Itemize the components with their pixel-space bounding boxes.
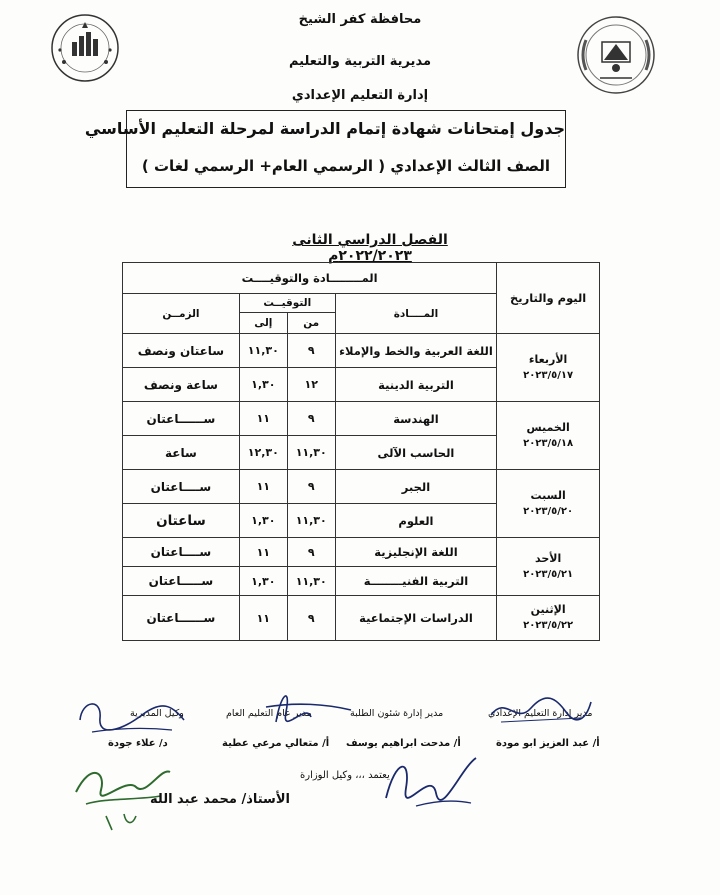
from-cell: ٩ [287,596,335,641]
to-cell: ١١,٣٠ [239,334,287,368]
table-row [123,470,600,504]
timing-header: التوقيــت [239,294,335,313]
subject-cell: الهندسة [335,402,497,436]
from-header: من [287,313,335,334]
duration-header: الزمــن [123,294,240,334]
signature-title: مدير إدارة التعليم الإعدادي [488,708,593,719]
day-cell [497,402,600,470]
day-name: الخميس [526,420,570,434]
subject-cell: الجبر [335,470,497,504]
to-cell: ١١ [239,402,287,436]
duration-cell: ساعة [123,436,240,470]
from-cell: ١١,٣٠ [287,504,335,538]
day-date: ٢٠٢٣/٥/١٧ [523,369,574,381]
day-cell [497,334,600,402]
title-box [84,110,566,188]
to-cell: ١١ [239,538,287,567]
to-cell: ١١ [239,470,287,504]
minister-name: الأستاذ/ محمد عبد الله [150,792,290,807]
duration-cell: ســــــاعتان [123,596,240,641]
signature-name: أ/ متعالي مرعي عطية [222,738,330,749]
day-name: السبت [530,488,566,502]
subject-cell: التربية الدينية [335,368,497,402]
table-row [123,538,600,567]
to-cell: ١١ [239,596,287,641]
subject-header: المــــادة [335,294,497,334]
governorate-heading: محافظة كفر الشيخ [298,12,422,27]
to-header: إلى [239,313,287,334]
duration-cell: ساعتان [123,504,240,538]
document-title: جدول إمتحانات شهادة إتمام الدراسة لمرحلة التعليم الأساسي [84,119,565,138]
duration-cell: ســـــاعتان [123,567,240,596]
day-name: الأربعاء [528,352,568,366]
day-date: ٢٠٢٣/٥/١٨ [523,437,574,449]
subject-cell: اللغة الإنجليزية [335,538,497,567]
signature-scribble-icon [236,682,356,730]
day-cell [497,596,600,641]
to-cell: ١٢,٣٠ [239,436,287,470]
approval-label: يعتمد ،،، وكيل الوزارة [300,770,390,781]
from-cell: ١١,٣٠ [287,436,335,470]
signature-title: وكيل المديرية [130,708,184,719]
day-cell [497,538,600,596]
day-cell [497,470,600,538]
table-row [123,596,600,641]
document-subtitle: الصف الثالث الإعدادي ( الرسمي العام+ الرسمي لغات ) [141,157,551,175]
duration-cell: ســــاعتان [123,538,240,567]
subject-cell: التربية الفنيــــــــة [335,567,497,596]
duration-cell: ســــاعتان [123,470,240,504]
to-cell: ١,٣٠ [239,368,287,402]
exam-schedule-table [122,262,600,641]
signature-scribble-icon [376,748,486,814]
duration-cell: ســــــاعتان [123,402,240,436]
subject-cell: العلوم [335,504,497,538]
day-date: ٢٠٢٣/٥/٢٠ [523,505,574,517]
signature-title: مدير إدارة شئون الطلبة [350,708,444,719]
from-cell: ٩ [287,470,335,504]
duration-cell: ساعة ونصف [123,368,240,402]
signature-name: د/ علاء جودة [108,738,168,749]
subject-cell: الدراسات الإجتماعية [335,596,497,641]
day-name: الإثنين [530,603,566,616]
from-cell: ١٢ [287,368,335,402]
to-cell: ١,٣٠ [239,504,287,538]
day-date: ٢٠٢٣/٥/٢١ [523,568,574,580]
day-name: الأحد [534,551,562,565]
signature-scribble-icon [486,690,596,730]
directorate-heading: مديرية التربية والتعليم [288,54,432,69]
from-cell: ١١,٣٠ [287,567,335,596]
day-date: ٢٠٢٣/٥/٢٢ [523,620,574,631]
subject-timing-header: المــــــــادة والتوقيــــت [123,263,497,294]
to-cell: ١,٣٠ [239,567,287,596]
table-row [123,402,600,436]
signature-name: أ/ عبد العزيز ابو مودة [496,738,600,749]
table-row [123,334,600,368]
duration-cell: ساعتان ونصف [123,334,240,368]
signature-name: أ/ مدحت ابراهيم يوسف [346,738,461,749]
day-date-header: اليوم والتاريخ [497,263,600,334]
semester-label: الفصل الدراسي الثانى ٢٠٢٢/٢٠٢٣م [292,232,448,264]
subject-cell: اللغة العربية والخط والإملاء [335,334,497,368]
signature-scribble-icon [72,690,192,740]
from-cell: ٩ [287,334,335,368]
subject-cell: الحاسب الآلى [335,436,497,470]
signature-title: مدير عام التعليم العام [226,708,312,719]
from-cell: ٩ [287,402,335,436]
from-cell: ٩ [287,538,335,567]
administration-heading: إدارة التعليم الإعدادي [291,88,429,103]
